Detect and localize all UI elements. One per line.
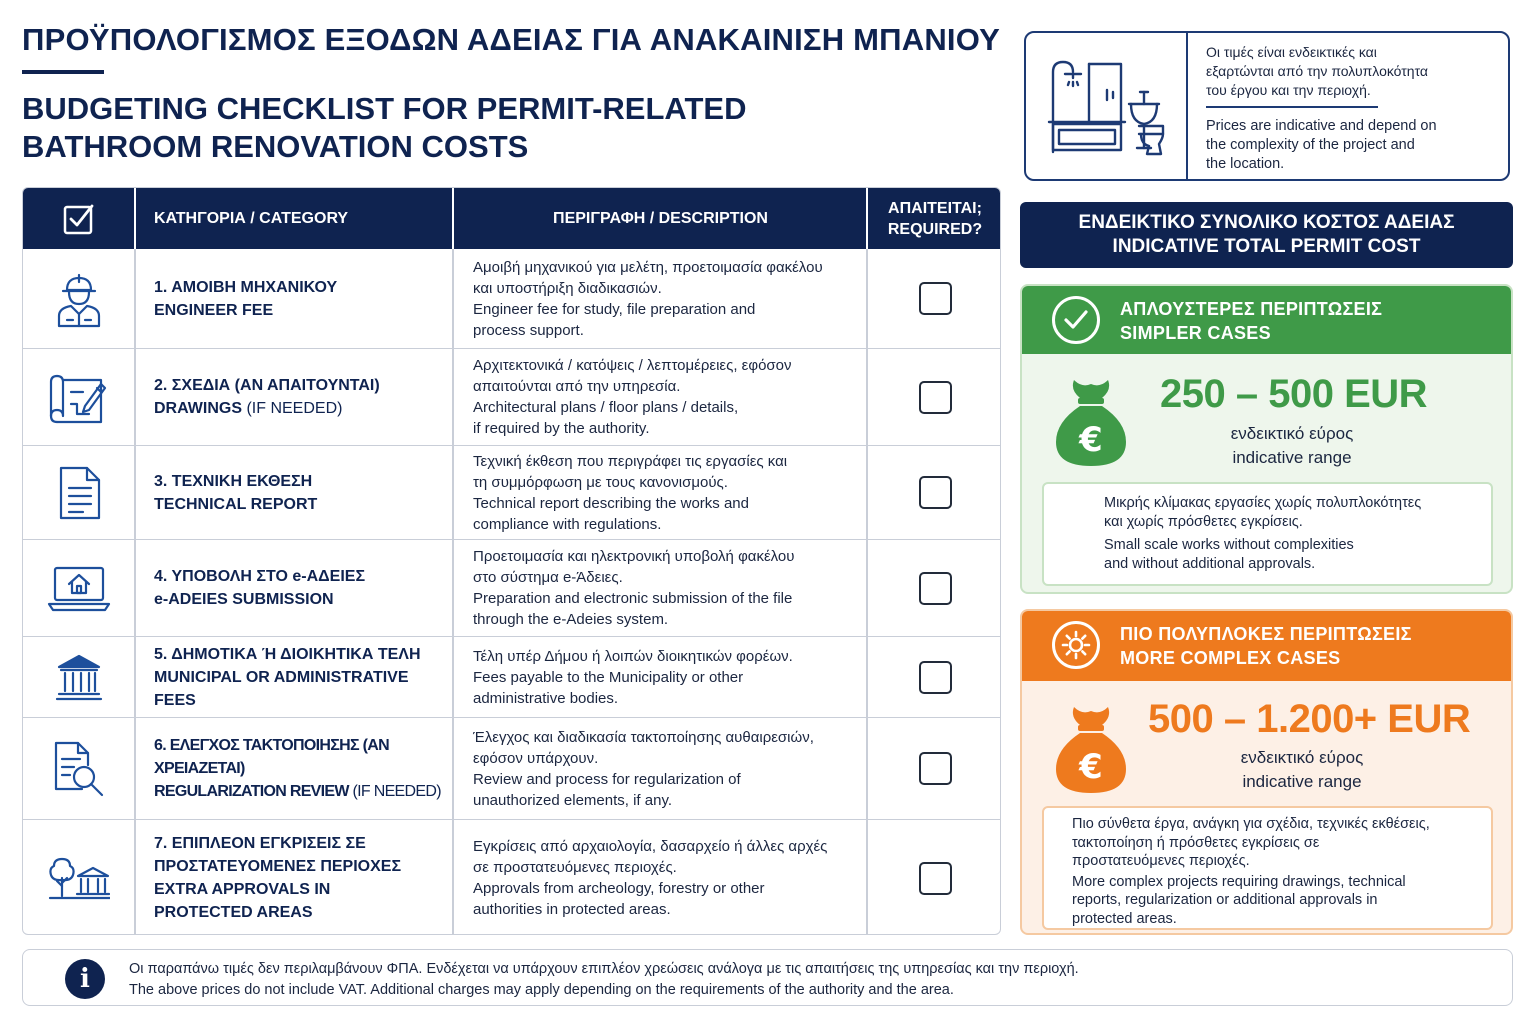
description-cell — [473, 820, 863, 935]
description-greek-line: Εγκρίσεις από αρχαιολογία, δασαρχείο ή άλλες αρχές — [473, 838, 828, 855]
category-english: REGULARIZATION REVIEW — [154, 783, 349, 800]
note-greek — [1206, 43, 1496, 100]
required-cell — [868, 820, 1001, 935]
title-underline — [22, 70, 104, 74]
complex-cases-description — [1042, 806, 1493, 930]
document-search-icon — [23, 718, 135, 819]
description-greek-line: προστατευόμενες περιοχές. — [1072, 853, 1250, 869]
required-checkbox[interactable] — [919, 661, 952, 694]
category-cell — [154, 540, 454, 636]
gear-icon — [1052, 621, 1100, 669]
required-cell — [868, 637, 1001, 717]
description-english-line: administrative bodies. — [473, 689, 619, 707]
description-greek-line: Πιο σύνθετα έργα, ανάγκη για σχέδια, τεχνικές εκθέσεις, — [1072, 816, 1430, 832]
money-bag-icon — [1052, 703, 1130, 800]
range-label-greek: ενδεικτικό εύρος — [1230, 424, 1354, 443]
category-greek: 1. ΑΜΟΙΒΗ ΜΗΧΑΝΙΚΟΥ — [154, 278, 338, 296]
required-cell — [868, 446, 1001, 539]
category-english: EXTRA APPROVALS IN — [154, 881, 331, 898]
description-english-line: Technical report describing the works and — [473, 494, 749, 512]
disclaimer-english: The above prices do not include VAT. Additional charges may apply depending on the requirements of the authority and the area. — [129, 982, 954, 998]
description-english-line: through the e-Adeies system. — [473, 611, 669, 628]
description-cell — [473, 446, 863, 539]
table-header — [23, 188, 1000, 249]
required-cell — [868, 718, 1001, 819]
required-cell — [868, 249, 1001, 348]
description-greek-line: Αμοιβή μηχανικού για μελέτη, προετοιμασία φακέλου — [473, 258, 823, 276]
category-greek: 4. ΥΠΟΒΟΛΗ ΣΤΟ e-ΑΔΕΙΕΣ — [154, 568, 366, 585]
description-english-line: Engineer fee for study, file preparation and — [473, 300, 756, 318]
note-english-line: the location. — [1206, 156, 1285, 172]
description-cell — [473, 637, 863, 717]
category-english-suffix: (IF NEEDED) — [348, 783, 441, 800]
range-label-english: indicative range — [1242, 772, 1362, 791]
simpler-cases-title — [1120, 297, 1382, 345]
description-english-line: Small scale works without complexities — [1104, 537, 1354, 553]
price-note-box — [1024, 31, 1510, 181]
column-header-category: ΚΑΤΗΓΟΡΙΑ / CATEGORY — [154, 209, 349, 227]
page-title-english — [22, 90, 782, 166]
category-greek: 7. ΕΠΙΠΛΕΟΝ ΕΓΚΡΙΣΕΙΣ ΣΕ — [154, 835, 366, 852]
required-checkbox[interactable] — [919, 752, 952, 785]
document-icon — [23, 446, 135, 539]
complex-cases-title-english: MORE COMPLEX CASES — [1120, 648, 1341, 668]
table-row — [23, 819, 1000, 935]
category-greek: 5. ΔΗΜΟΤΙΚΑ Ή ΔΙΟΙΚΗΤΙΚΑ ΤΕΛΗ — [154, 645, 421, 663]
category-greek: 2. ΣΧΕΔΙΑ (ΑΝ ΑΠΑΙΤΟΥΝΤΑΙ) — [154, 377, 380, 394]
description-greek-line: και υποστήριξη διαδικασιών. — [473, 279, 662, 297]
description-english-line: and without additional approvals. — [1104, 556, 1316, 572]
description-english-line: Preparation and electronic submission of the file — [473, 590, 793, 607]
total-cost-title-english: INDICATIVE TOTAL PERMIT COST — [1112, 236, 1421, 257]
range-label-english: indicative range — [1232, 448, 1352, 467]
svg-text:€: € — [1079, 420, 1103, 460]
description-greek-line: τη συμμόρφωση με τους κανονισμούς. — [473, 473, 728, 491]
column-header-required-gr: ΑΠΑΙΤΕΙΤΑΙ; — [888, 199, 982, 217]
description-greek-line: Έλεγχος και διαδικασία τακτοποίησης αυθαιρεσιών, — [473, 728, 814, 746]
note-english — [1206, 117, 1496, 174]
description-greek-line: εφόσον υπάρχουν. — [473, 749, 599, 767]
column-header-required — [868, 188, 1001, 249]
complex-cases-card — [1020, 609, 1513, 935]
category-cell — [154, 637, 454, 717]
description-greek-line: τακτοποίηση ή πρόσθετες εγκρίσεις σε — [1072, 834, 1320, 851]
description-english-line: protected areas. — [1072, 910, 1177, 927]
category-english: TECHNICAL REPORT — [154, 495, 318, 513]
description-english-line: More complex projects requiring drawings, technical — [1072, 873, 1406, 890]
table-row — [23, 717, 1000, 819]
description-cell — [473, 540, 863, 636]
total-cost-banner — [1020, 202, 1513, 268]
description-greek-line: Τεχνική έκθεση που περιγράφει τις εργασίες και — [473, 452, 788, 470]
description-english-line: if required by the authority. — [473, 420, 650, 437]
simpler-cases-description — [1042, 482, 1493, 586]
description-greek-line: σε προστατευόμενες περιοχές. — [473, 859, 677, 876]
note-greek-line: του έργου και την περιοχή. — [1206, 82, 1371, 98]
category-cell — [154, 718, 454, 819]
note-greek-line: εξαρτώνται από την πολυπλοκότητα — [1206, 63, 1429, 79]
tree-building-icon — [23, 820, 135, 935]
simpler-cases-title-english: SIMPLER CASES — [1120, 323, 1271, 343]
category-english: e-ADEIES SUBMISSION — [154, 591, 334, 608]
money-bag-icon — [1052, 376, 1130, 473]
description-english-line: compliance with regulations. — [473, 515, 662, 533]
category-english: DRAWINGS — [154, 400, 242, 417]
checklist-table — [22, 187, 1001, 935]
complex-cases-price: 500 – 1.200+ EUR — [1148, 697, 1471, 741]
page-title-greek: ΠΡΟΫΠΟΛΟΓΙΣΜΟΣ ΕΞΟΔΩΝ ΑΔΕΙΑΣ ΓΙΑ ΑΝΑΚΑΙΝΙΣΗ ΜΠΑΝΙΟΥ — [22, 22, 1001, 57]
simpler-cases-header — [1022, 286, 1511, 354]
description-greek-line: Προετοιμασία και ηλεκτρονική υποβολή φακέλου — [473, 548, 795, 565]
description-english-line: unauthorized elements, if any. — [473, 791, 673, 809]
drawings-icon — [23, 349, 135, 445]
municipal-building-icon — [23, 637, 135, 717]
description-english-line: reports, regularization or additional approvals in — [1072, 892, 1378, 908]
category-cell — [154, 249, 454, 348]
engineer-icon — [23, 249, 135, 348]
table-row — [23, 636, 1000, 717]
note-english-line: Prices are indicative and depend on — [1206, 118, 1437, 134]
category-english-line — [154, 780, 454, 803]
description-greek-line: Μικρής κλίμακας εργασίες χωρίς πολυπλοκότητες — [1104, 495, 1422, 511]
vat-disclaimer — [22, 949, 1513, 1006]
bathroom-icon — [1026, 33, 1188, 179]
complex-cases-title-greek: ΠΙΟ ΠΟΛΥΠΛΟΚΕΣ ΠΕΡΙΠΤΩΣΕΙΣ — [1120, 624, 1412, 644]
required-checkbox[interactable] — [919, 381, 952, 414]
complex-cases-header — [1022, 611, 1511, 681]
simpler-cases-title-greek: ΑΠΛΟΥΣΤΕΡΕΣ ΠΕΡΙΠΤΩΣΕΙΣ — [1120, 299, 1383, 319]
category-english: ENGINEER FEE — [154, 301, 274, 319]
complex-cases-title — [1120, 622, 1412, 670]
column-header-required-en: REQUIRED? — [887, 220, 983, 238]
disclaimer-text — [129, 959, 1079, 1001]
checkmark-circle-icon — [1052, 296, 1100, 344]
description-cell — [473, 349, 863, 445]
page-title-english-line-2: BATHROOM RENOVATION COSTS — [22, 129, 529, 164]
category-cell — [154, 446, 454, 539]
laptop-house-icon — [23, 540, 135, 636]
simpler-cases-card — [1020, 284, 1513, 594]
required-checkbox[interactable] — [919, 282, 952, 315]
description-english-line: Approvals from archeology, forestry or other — [473, 880, 765, 897]
note-divider — [1206, 106, 1378, 108]
simpler-cases-range — [1192, 422, 1392, 470]
description-cell — [473, 249, 863, 348]
range-label-greek: ενδεικτικό εύρος — [1240, 748, 1364, 767]
complex-cases-range — [1202, 746, 1402, 794]
note-greek-line: Οι τιμές είναι ενδεικτικές και — [1206, 44, 1377, 60]
table-row — [23, 249, 1000, 348]
description-greek-line: Τέλη υπέρ Δήμου ή λοιπών διοικητικών φορέων. — [473, 647, 793, 665]
disclaimer-greek: Οι παραπάνω τιμές δεν περιλαμβάνουν ΦΠΑ. Ενδέχεται να υπάρχουν επιπλέον χρεώσεις ανάλογα με τις απαιτήσεις της υπηρεσίας και την περιοχή. — [129, 961, 1079, 977]
required-cell — [868, 540, 1001, 636]
category-cell — [154, 820, 454, 935]
total-cost-title-greek: ΕΝΔΕΙΚΤΙΚΟ ΣΥΝΟΛΙΚΟ ΚΟΣΤΟΣ ΑΔΕΙΑΣ — [1078, 212, 1455, 233]
description-english-line: process support. — [473, 321, 584, 339]
table-row — [23, 445, 1000, 539]
required-checkbox[interactable] — [919, 476, 952, 509]
header-separator — [134, 188, 136, 249]
category-greek: 3. ΤΕΧΝΙΚΗ ΕΚΘΕΣΗ — [154, 472, 313, 490]
column-header-description: ΠΕΡΙΓΡΑΦΗ / DESCRIPTION — [553, 209, 768, 227]
description-english-line: Fees payable to the Municipality or other — [473, 668, 744, 686]
note-english-line: the complexity of the project and — [1206, 137, 1415, 153]
description-greek-line: Αρχιτεκτονικά / κατόψεις / λεπτομέρειες, εφόσον — [473, 357, 792, 374]
required-cell — [868, 349, 1001, 445]
description-english-line: Architectural plans / floor plans / details, — [473, 399, 739, 416]
description-english-line: Review and process for regularization of — [473, 770, 741, 788]
description-greek-line: και χωρίς πρόσθετες εγκρίσεις. — [1104, 514, 1303, 530]
category-english: MUNICIPAL OR ADMINISTRATIVE FEES — [154, 668, 409, 709]
table-row — [23, 348, 1000, 445]
description-greek-line: στο σύστημα e-Άδειες. — [473, 569, 623, 586]
category-cell — [154, 349, 454, 445]
svg-text:€: € — [1079, 747, 1103, 787]
category-english-line — [154, 397, 454, 420]
info-icon: i — [65, 959, 105, 999]
category-english: PROTECTED AREAS — [154, 904, 313, 921]
simpler-cases-price: 250 – 500 EUR — [1160, 372, 1428, 416]
category-greek: ΠΡΟΣΤΑΤΕΥΟΜΕΝΕΣ ΠΕΡΙΟΧΕΣ — [154, 858, 402, 875]
checklist-icon — [23, 188, 135, 249]
category-english-suffix: (IF NEEDED) — [242, 400, 343, 417]
description-cell — [473, 718, 863, 819]
category-greek: 6. ΕΛΕΓΧΟΣ ΤΑΚΤΟΠΟΙΗΣΗΣ (ΑΝ ΧΡΕΙΑΖΕΤΑΙ) — [154, 737, 389, 777]
required-checkbox[interactable] — [919, 862, 952, 895]
required-checkbox[interactable] — [919, 572, 952, 605]
page-title-english-line-1: BUDGETING CHECKLIST FOR PERMIT-RELATED — [22, 91, 747, 126]
table-row — [23, 539, 1000, 636]
description-greek-line: απαιτούνται από την υπηρεσία. — [473, 378, 681, 395]
description-english-line: authorities in protected areas. — [473, 901, 671, 918]
